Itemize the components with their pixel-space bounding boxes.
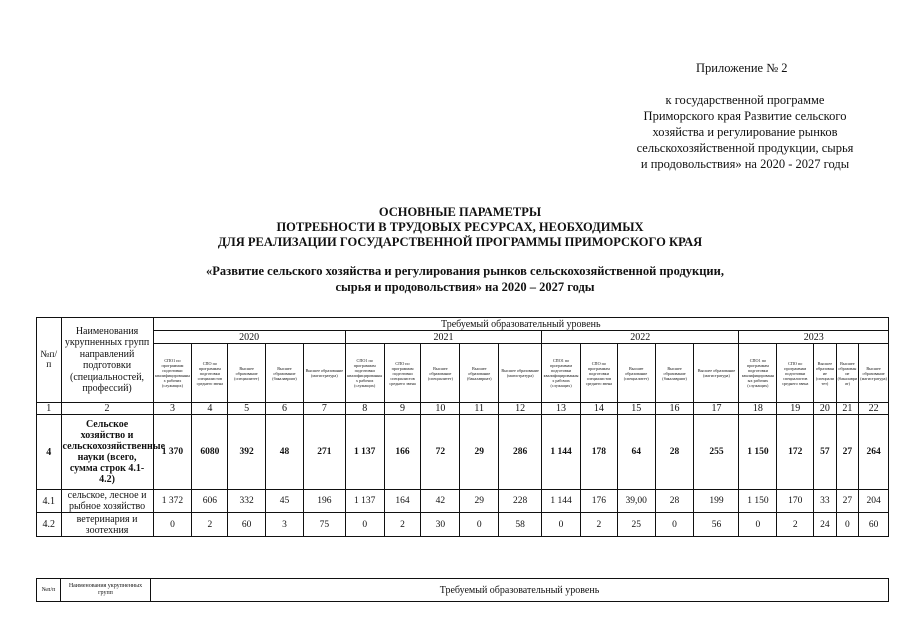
document-subtitle — [140, 263, 790, 295]
level-header: СПО по программам подготовки специалистов среднего звена — [777, 344, 814, 403]
table-cell: 0 — [542, 513, 581, 537]
year-header: 2020 — [153, 331, 345, 344]
table-row — [37, 415, 889, 490]
table-cell: 6080 — [192, 415, 228, 490]
table-cell: 196 — [303, 490, 345, 513]
table-cell: 72 — [421, 415, 460, 490]
column-number: 12 — [499, 403, 542, 415]
table-cell: 1 137 — [345, 490, 384, 513]
table-cell: 29 — [460, 415, 499, 490]
table-cell: 166 — [384, 415, 421, 490]
column-number: 20 — [814, 403, 837, 415]
table-cell: 64 — [617, 415, 655, 490]
program-ref-line: к государственной программе — [665, 93, 825, 107]
table-cell: 204 — [859, 490, 889, 513]
level-header: Высшее образование (бакалавриат) — [266, 344, 304, 403]
table-cell: 1 370 — [153, 415, 192, 490]
level-header: СПО1 по программам подготовки квалифицированных рабочих (служащих) — [542, 344, 581, 403]
table-cell: 271 — [303, 415, 345, 490]
year-header: 2023 — [739, 331, 889, 344]
table-cell: 48 — [266, 415, 304, 490]
subtitle-line: сырья и продовольствия» на 2020 – 2027 годы — [335, 280, 595, 294]
table-cell: 27 — [836, 415, 859, 490]
table-cell: 60 — [859, 513, 889, 537]
level-header: Высшее образование (специалитет) — [617, 344, 655, 403]
column-number: 7 — [303, 403, 345, 415]
column-number: 15 — [617, 403, 655, 415]
level-header: Высшее образование (магистратура) — [859, 344, 889, 403]
table-cell: 264 — [859, 415, 889, 490]
table-cell: 172 — [777, 415, 814, 490]
col-header-number: №п/п — [37, 318, 62, 403]
table-cell: 2 — [192, 513, 228, 537]
level-header: Высшее образование (бакалавриат) — [655, 344, 694, 403]
column-number: 5 — [228, 403, 266, 415]
table-cell: 606 — [192, 490, 228, 513]
program-ref-line: хозяйства и регулирование рынков — [652, 125, 838, 139]
level-header: Высшее образование (специалитет) — [814, 344, 837, 403]
table-cell: 1 372 — [153, 490, 192, 513]
program-ref-line: и продовольствия» на 2020 - 2027 годы — [640, 157, 850, 171]
table-cell: 30 — [421, 513, 460, 537]
title-line: ДЛЯ РЕАЛИЗАЦИИ ГОСУДАРСТВЕННОЙ ПРОГРАММЫ ПРИМОРСКОГО КРАЯ — [217, 235, 703, 249]
table-cell: 332 — [228, 490, 266, 513]
column-number: 10 — [421, 403, 460, 415]
column-number: 8 — [345, 403, 384, 415]
column-number: 2 — [61, 403, 153, 415]
column-number: 17 — [694, 403, 739, 415]
year-header: 2021 — [345, 331, 541, 344]
column-number: 22 — [859, 403, 889, 415]
table-cell: 286 — [499, 415, 542, 490]
title-line: ОСНОВНЫЕ ПАРАМЕТРЫ — [378, 205, 542, 219]
table-cell: 255 — [694, 415, 739, 490]
column-number: 6 — [266, 403, 304, 415]
table-cell: 176 — [580, 490, 617, 513]
level-header: СПО1 по программам подготовки квалифицированных рабочих (служащих) — [345, 344, 384, 403]
table-cell: 25 — [617, 513, 655, 537]
document-title — [150, 205, 770, 250]
program-ref-line: Приморского края Развитие сельского — [643, 109, 847, 123]
table-row — [37, 513, 889, 537]
table-cell: 28 — [655, 490, 694, 513]
year-header: 2022 — [542, 331, 739, 344]
table-cell: 0 — [655, 513, 694, 537]
continuation-table — [36, 578, 889, 602]
level-header: СПО по программам подготовки специалистов среднего звена — [192, 344, 228, 403]
column-number: 19 — [777, 403, 814, 415]
row-name: ветеринария и зоотехния — [61, 513, 153, 537]
table-cell: 29 — [460, 490, 499, 513]
level-header: Высшее образование (бакалавриат) — [460, 344, 499, 403]
table-cell: 39,00 — [617, 490, 655, 513]
column-number: 14 — [580, 403, 617, 415]
column-number: 11 — [460, 403, 499, 415]
level-header: Высшее образование (магистратура) — [694, 344, 739, 403]
table-cell: 28 — [655, 415, 694, 490]
table-cell: 0 — [153, 513, 192, 537]
table-cell: 27 — [836, 490, 859, 513]
column-number: 16 — [655, 403, 694, 415]
level-header: СПО1 по программам подготовки квалифицированных рабочих (служащих) — [153, 344, 192, 403]
table-cell: 45 — [266, 490, 304, 513]
annex-label: Приложение № 2 — [696, 61, 788, 75]
table-cell: 1 144 — [542, 490, 581, 513]
col-header-number: №п/п — [37, 579, 61, 602]
table-cell: 1 150 — [739, 490, 777, 513]
level-header: Высшее образование (специалитет) — [421, 344, 460, 403]
table-cell: 164 — [384, 490, 421, 513]
level-header: Высшее образование (бакалавриат) — [836, 344, 859, 403]
table-cell: 0 — [460, 513, 499, 537]
column-number: 4 — [192, 403, 228, 415]
column-number: 9 — [384, 403, 421, 415]
row-number: 4.1 — [37, 490, 62, 513]
table-cell: 228 — [499, 490, 542, 513]
table-cell: 199 — [694, 490, 739, 513]
column-number: 1 — [37, 403, 62, 415]
table-cell: 1 144 — [542, 415, 581, 490]
subtitle-line: «Развитие сельского хозяйства и регулирования рынков сельскохозяйственной продукции, — [206, 264, 724, 278]
parameters-table — [36, 317, 889, 537]
program-ref-line: сельскохозяйственной продукции, сырья — [636, 141, 854, 155]
level-header: СПО по программам подготовки специалистов среднего звена — [384, 344, 421, 403]
col-header-name: Наименования укрупненных групп — [61, 579, 151, 602]
table-cell: 0 — [836, 513, 859, 537]
program-reference — [600, 92, 890, 172]
table-cell: 1 137 — [345, 415, 384, 490]
table-row — [37, 490, 889, 513]
col-header-level: Требуемый образовательный уровень — [151, 579, 889, 602]
level-header: СПО1 по программам подготовки квалифицированных рабочих (служащих) — [739, 344, 777, 403]
table-cell: 75 — [303, 513, 345, 537]
row-name: сельское, лесное и рыбное хозяйство — [61, 490, 153, 513]
table-cell: 33 — [814, 490, 837, 513]
table-cell: 58 — [499, 513, 542, 537]
row-number: 4 — [37, 415, 62, 490]
row-name: Сельское хозяйство и сельскохозяйственные науки (всего, сумма строк 4.1-4.2) — [61, 415, 153, 490]
table-cell: 2 — [777, 513, 814, 537]
title-line: ПОТРЕБНОСТИ В ТРУДОВЫХ РЕСУРСАХ, НЕОБХОДИМЫХ — [276, 220, 644, 234]
level-header: Высшее образование (специалитет) — [228, 344, 266, 403]
table-cell: 178 — [580, 415, 617, 490]
level-header: Высшее образование (магистратура) — [303, 344, 345, 403]
table-cell: 0 — [345, 513, 384, 537]
table-cell: 2 — [384, 513, 421, 537]
col-header-name: Наименования укрупненных групп направлений подготовки (специальностей, профессий) — [61, 318, 153, 403]
table-cell: 1 150 — [739, 415, 777, 490]
level-header: СПО по программам подготовки специалистов среднего звена — [580, 344, 617, 403]
table-cell: 392 — [228, 415, 266, 490]
table-cell: 3 — [266, 513, 304, 537]
table-cell: 2 — [580, 513, 617, 537]
column-number: 18 — [739, 403, 777, 415]
table-cell: 42 — [421, 490, 460, 513]
table-cell: 60 — [228, 513, 266, 537]
level-header: Высшее образование (магистратура) — [499, 344, 542, 403]
col-header-level: Требуемый образовательный уровень — [153, 318, 888, 331]
column-number: 21 — [836, 403, 859, 415]
table-cell: 0 — [739, 513, 777, 537]
table-cell: 24 — [814, 513, 837, 537]
column-number: 13 — [542, 403, 581, 415]
table-cell: 170 — [777, 490, 814, 513]
table-cell: 56 — [694, 513, 739, 537]
table-cell: 57 — [814, 415, 837, 490]
column-number: 3 — [153, 403, 192, 415]
row-number: 4.2 — [37, 513, 62, 537]
